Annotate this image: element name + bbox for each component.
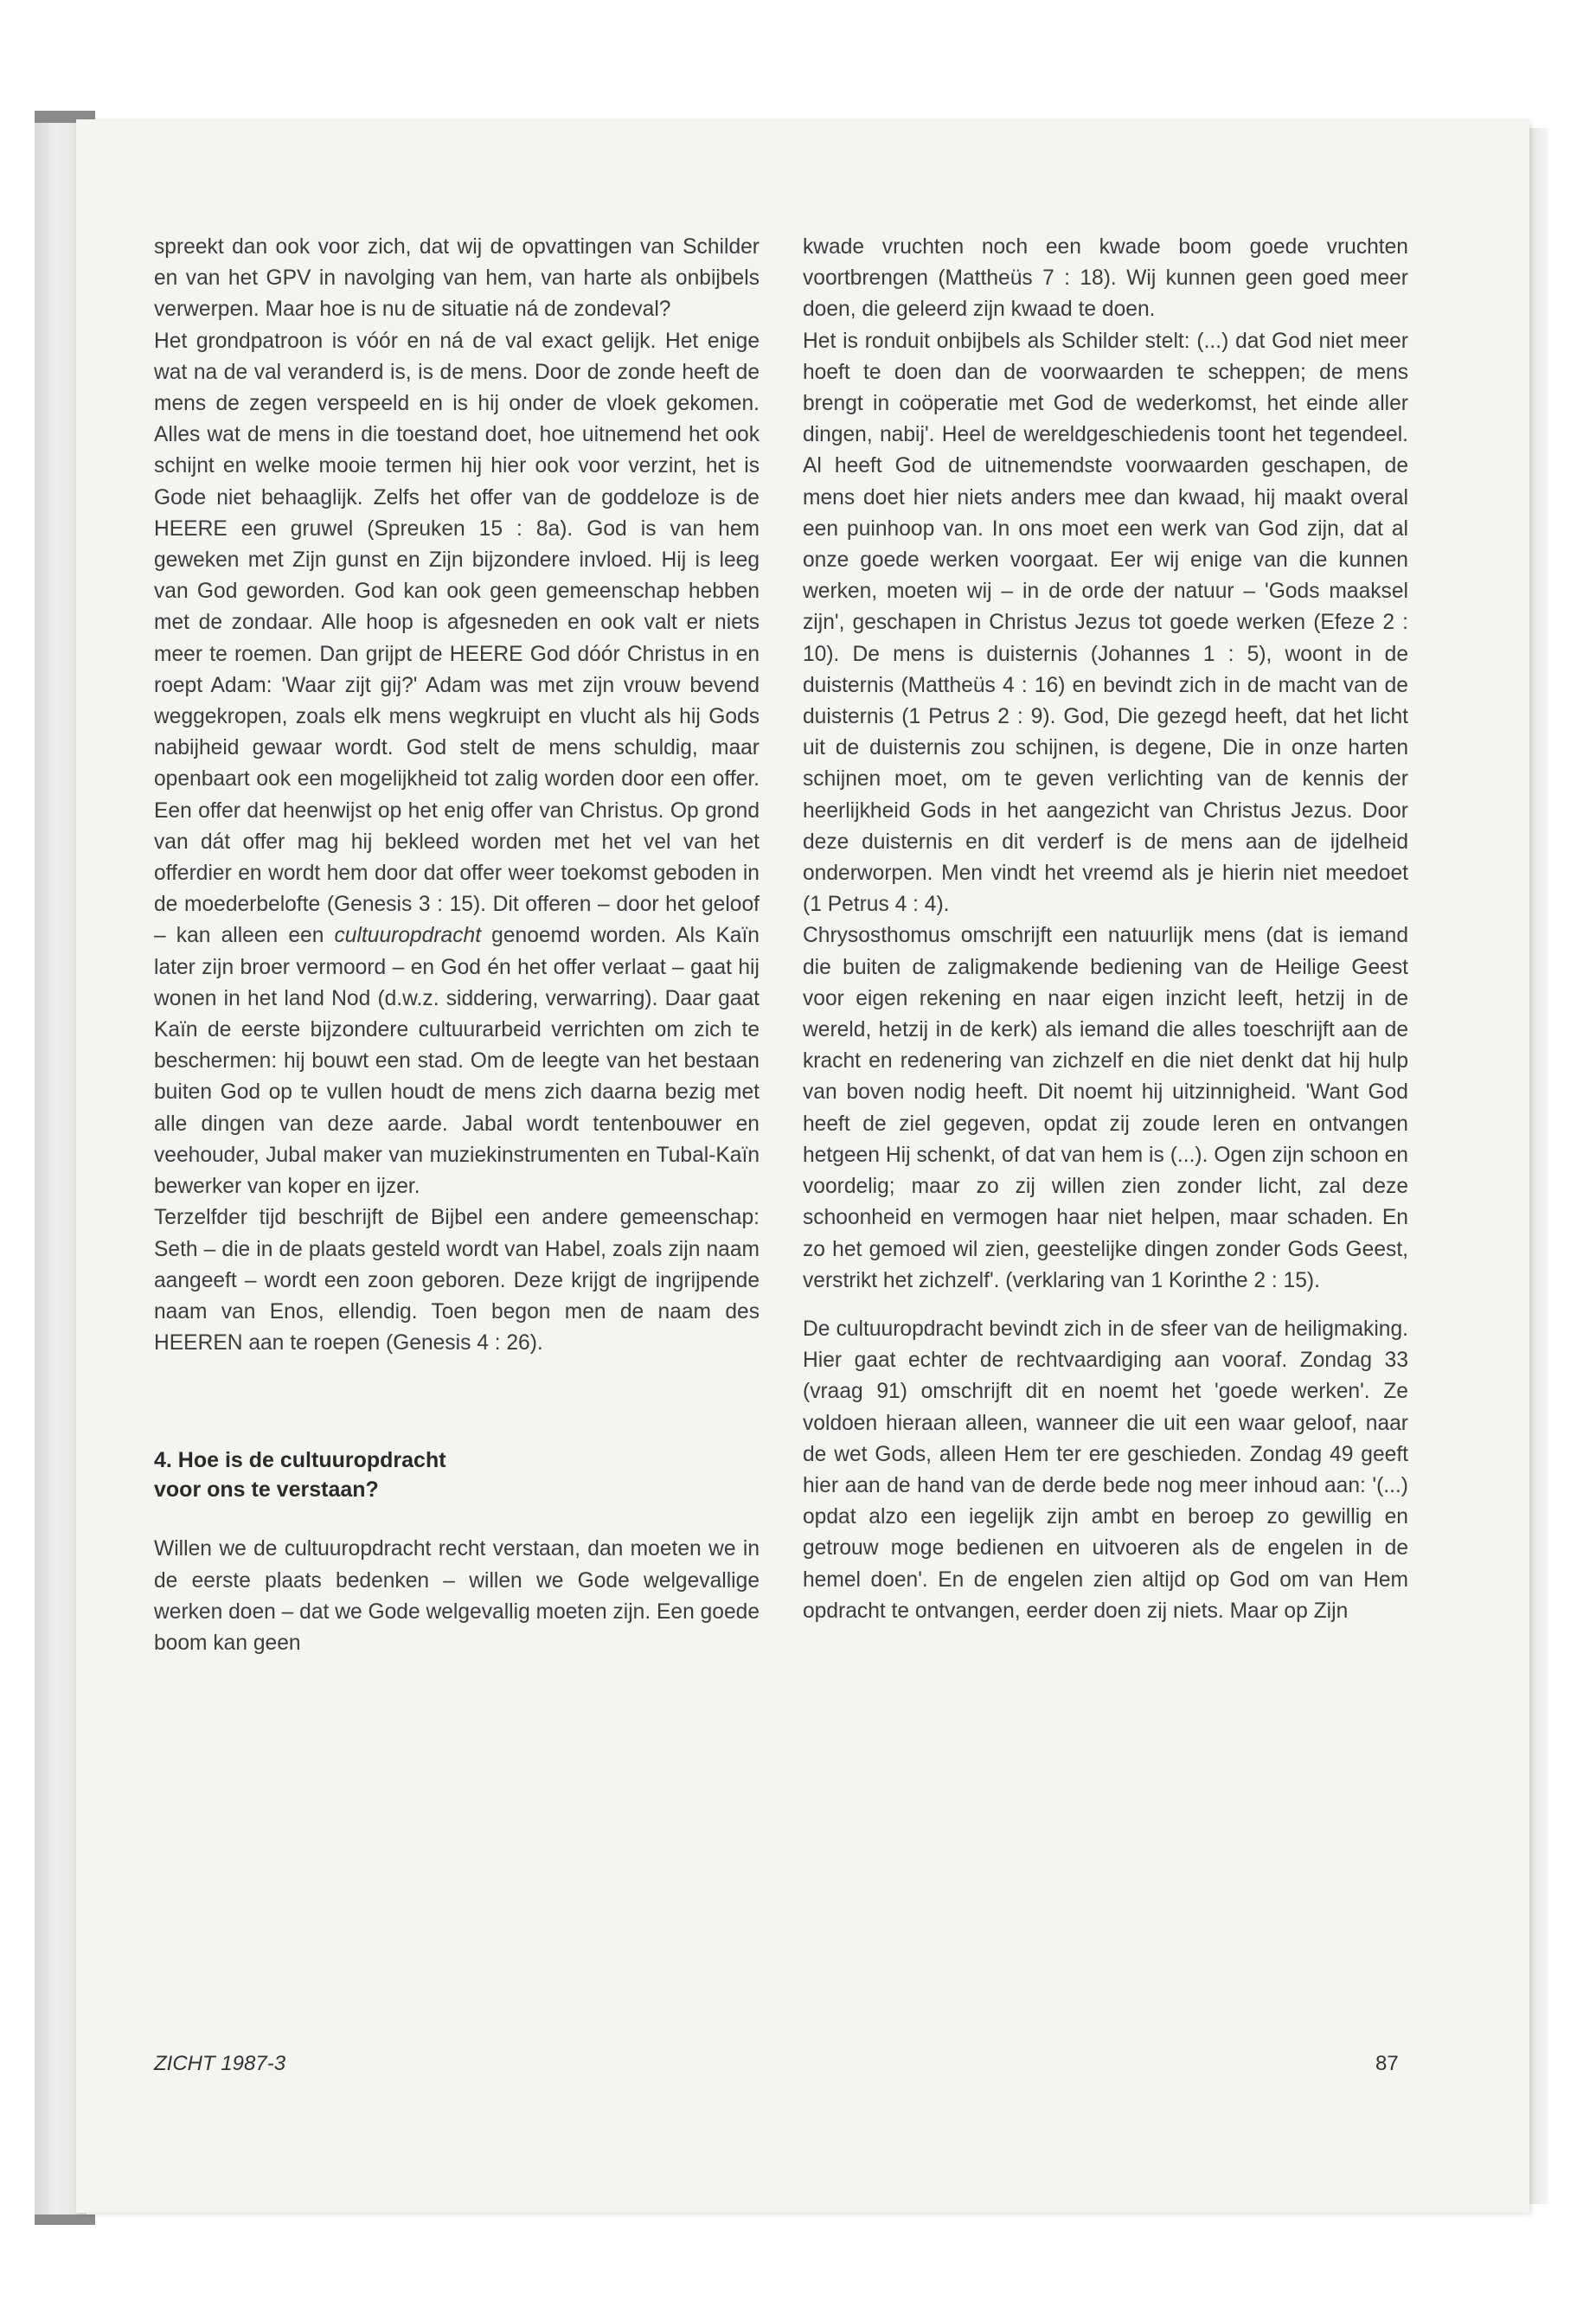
paragraph: De cultuuropdracht bevindt zich in de sfeer van de heiligmaking. Hier gaat echter de rechtvaardiging aan vooraf. Zondag 33 (vraag 91) omschrijft dit en noemt het 'goede werken'. Ze voldoen hieraan alleen, wanneer die uit een waar geloof, naar de wet Gods, alleen Hem ter ere geschieden. Zondag 49 geeft hier aan de hand van de derde bede nog meer inhoud aan: '(...) opdat alzo een iegelijk zijn ambt en beroep zo gewillig en getrouw moge bedienen en uitvoeren als de engelen in de hemel doen'. En de engelen zien altijd op God om van Hem opdracht te ontvangen, eerder doen zij niets. Maar op Zijn <box>803 1317 1408 1623</box>
page-edges <box>1529 128 1548 2204</box>
paragraph-continuation: genoemd worden. Als Kaïn later zijn broer vermoord – en God én het offer verlaat – gaat hij wonen in het land Nod (d.w.z. siddering, verwarring). Daar gaat Kaïn de eerste bijzondere cultuurarbeid verrichten om zich te beschermen: hij bouwt een stad. Om de leegte van het bestaan buiten God op te vullen houdt de mens zich daarna bezig met alle dingen van deze aarde. Jabal wordt tentenbouwer en veehouder, Jubal maker van muziekinstrumenten en Tubal-Kaïn bewerker van koper en ijzer. <box>154 924 760 1199</box>
paragraph: spreekt dan ook voor zich, dat wij de opvattingen van Schilder en van het GPV in navolging van hem, van harte als onbijbels verwerpen. Maar hoe is nu de situatie ná de zondeval? <box>154 235 760 322</box>
paragraph: Het is ronduit onbijbels als Schilder stelt: (...) dat God niet meer hoeft te doen dan de voorwaarden te scheppen; de mens brengt in coöperatie met God de wederkomst, het einde aller dingen, nabij'. Heel de wereldgeschiedenis toont het tegendeel. Al heeft God de uitnemendste voorwaarden geschapen, de mens doet hier niets anders mee dan kwaad, hij maakt overal een puinhoop van. In ons moet een werk van God zijn, dat al onze goede werken voorgaat. Eer wij enige van die kunnen werken, moeten wij – in de orde der natuur – 'Gods maaksel zijn', geschapen in Christus Jezus tot goede werken (Efeze 2 : 10). De mens is duisternis (Johannes 1 : 5), woont in de duisternis (Mattheüs 4 : 16) en bevindt zich in de macht van de duisternis (1 Petrus 2 : 9). God, Die gezegd heeft, dat het licht uit de duisternis zou schijnen, is degene, Die in onze harten schijnen moet, om te geven verlichting van de kennis der heerlijkheid Gods in het aangezicht van Christus Jezus. Door deze duisternis en dit verderf is de mens aan de ijdelheid onderworpen. Men vindt het vreemd als je hierin niet meedoet (1 Petrus 4 : 4). <box>803 329 1408 917</box>
right-column <box>803 232 1408 1627</box>
italic-term: cultuuropdracht <box>334 924 482 948</box>
journal-footer: ZICHT 1987-3 <box>154 2052 286 2075</box>
left-column <box>154 232 760 1659</box>
section-heading <box>154 1445 760 1504</box>
paragraph: Het grondpatroon is vóór en ná de val exact gelijk. Het enige wat na de val veranderd is, is de mens. Door de zonde heeft de mens de zegen verspeeld en is hij onder de vloek gekomen. Alles wat de mens in die toestand doet, hoe uitnemend het ook schijnt en welke mooie termen hij hier ook voor verzint, het is Gode niet behaaglijk. Zelfs het offer van de goddeloze is de HEERE een gruwel (Spreuken 15 : 8a). God is van hem geweken met Zijn gunst en Zijn bijzondere invloed. Hij is leeg van God geworden. God kan ook geen gemeenschap hebben met de zondaar. Alle hoop is afgesneden en ook valt er niets meer te roemen. Dan grijpt de HEERE God dóór Christus in en roept Adam: 'Waar zijt gij?' Adam was met zijn vrouw bevend weggekropen, zoals elk mens wegkruipt en vlucht als hij Gods nabijheid gewaar wordt. God stelt de mens schuldig, maar openbaart ook een mogelijkheid tot zalig worden door een offer. Een offer dat heenwijst op het enig offer van Christus. Op grond van dát offer mag hij bekleed worden met het vel van het offerdier en wordt hem door dat offer weer toekomst geboden in de moederbelofte (Genesis 3 : 15). Dit offeren – door het geloof – kan alleen een cultuuropdracht genoemd worden. Als Kaïn later zijn broer vermoord – en God én het offer verlaat – gaat hij wonen in het land Nod (d.w.z. siddering, verwarring). Daar gaat Kaïn de eerste bijzondere cultuurarbeid verrichten om zich te beschermen: hij bouwt een stad. Om de leegte van het bestaan buiten God op te vullen houdt de mens zich daarna bezig met alle dingen van deze aarde. Jabal wordt tentenbouwer en veehouder, Jubal maker van muziekinstrumenten en Tubal-Kaïn bewerker van koper en ijzer. <box>154 329 760 1199</box>
paragraph: Chrysosthomus omschrijft een natuurlijk mens (dat is iemand die buiten de zaligmakende bediening van de Heilige Geest voor eigen rekening en naar eigen inzicht leeft, hetzij in de wereld, hetzij in de kerk) als iemand die alles toeschrijft aan de kracht en redenering van zichzelf en die niet denkt dat hij hulp van boven nodig heeft. Dit noemt hij uitzinnigheid. 'Want God heeft de ziel gegeven, opdat zij zoude leren en ontvangen hetgeen Hij schenkt, of dat van hem is (...). Ogen zijn schoon en voordelig; maar zo zij willen zien zonder licht, zal deze schoonheid en vermogen haar niet helpen, maar schaden. En zo het gemoed wil zien, geestelijke dingen zonder Gods Geest, verstrikt het zichzelf'. (verklaring van 1 Korinthe 2 : 15). <box>803 924 1408 1292</box>
paragraph: kwade vruchten noch een kwade boom goede vruchten voortbrengen (Mattheüs 7 : 18). Wij kunnen geen goed meer doen, die geleerd zijn kwaad te doen. <box>803 235 1408 322</box>
heading-line: voor ons te verstaan? <box>154 1477 379 1503</box>
paragraph: Willen we de cultuuropdracht recht verstaan, dan moeten we in de eerste plaats bedenken – willen we Gode welgevallige werken doen – dat we Gode welgevallig moeten zijn. Een goede boom kan geen <box>154 1537 760 1655</box>
heading-line: 4. Hoe is de cultuuropdracht <box>154 1448 446 1473</box>
spine-binding-bottom <box>35 2214 95 2225</box>
page-number: 87 <box>1375 2052 1399 2075</box>
paragraph: Terzelfder tijd beschrijft de Bijbel een andere gemeenschap: Seth – die in de plaats gesteld wordt van Habel, zoals zijn naam aangeeft – wordt een zoon geboren. Deze krijgt de ingrijpende naam van Enos, ellendig. Toen begon men de naam des HEEREN aan te roepen (Genesis 4 : 26). <box>154 1206 760 1356</box>
